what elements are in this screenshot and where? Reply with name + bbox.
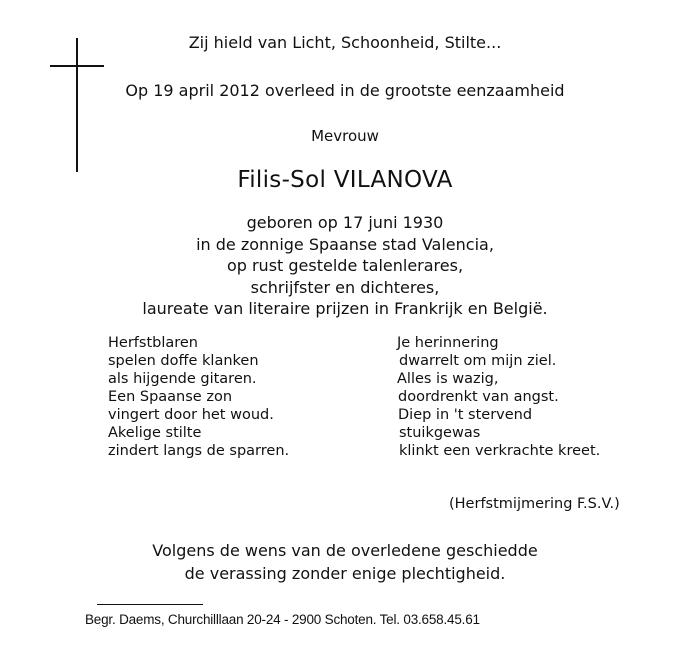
poem-line: zindert langs de sparren. xyxy=(108,443,290,459)
salutation: Mevrouw xyxy=(311,127,379,145)
bio-line: in de zonnige Spaanse stad Valencia, xyxy=(196,234,494,254)
bio-line: schrijfster en dichteres, xyxy=(250,277,440,297)
cross-icon-vertical-bar xyxy=(76,38,78,172)
closing-line: de verassing zonder enige plechtigheid. xyxy=(184,564,506,583)
closing-statement xyxy=(0,539,690,585)
bio-line: op rust gestelde talenlerares, xyxy=(226,256,464,275)
poem-line: doordrenkt van angst. xyxy=(398,389,559,405)
cross-icon-horizontal-bar xyxy=(50,65,104,67)
death-announcement: Op 19 april 2012 overleed in de grootste eenzaamheid xyxy=(125,81,565,100)
deceased-name: Filis-Sol VILANOVA xyxy=(237,167,453,193)
poem-line: Alles is wazig, xyxy=(397,371,499,387)
poem-line: Akelige stilte xyxy=(108,425,202,441)
poem-line: klinkt een verkrachte kreet. xyxy=(399,443,601,459)
poem-line: stuikgewas xyxy=(399,425,481,441)
poem-line: dwarrelt om mijn ziel. xyxy=(399,353,557,369)
footer-divider xyxy=(97,604,203,605)
bio-line: geboren op 17 juni 1930 xyxy=(246,213,444,232)
poem-line: vingert door het woud. xyxy=(108,407,274,423)
poem-line: Je herinnering xyxy=(397,335,499,351)
bio-line: laureate van literaire prijzen in Frankrijk en België. xyxy=(142,299,548,318)
poem-right-stanza xyxy=(397,334,600,460)
opening-quote: Zij hield van Licht, Schoonheid, Stilte... xyxy=(188,33,502,52)
poem-line: Een Spaanse zon xyxy=(108,389,233,405)
biography xyxy=(0,212,690,320)
closing-line: Volgens de wens van de overledene geschiedde xyxy=(152,541,538,560)
poem-line: Herfstblaren xyxy=(108,335,199,351)
poem-line: Diep in 't stervend xyxy=(398,407,533,423)
poem-line: als hijgende gitaren. xyxy=(108,371,257,387)
poem-credit: (Herfstmijmering F.S.V.) xyxy=(449,496,620,512)
poem-left-stanza xyxy=(108,334,289,460)
funeral-home-footer: Begr. Daems, Churchilllaan 20-24 - 2900 Schoten. Tel. 03.658.45.61 xyxy=(85,612,480,627)
poem-line: spelen doffe klanken xyxy=(108,353,259,369)
